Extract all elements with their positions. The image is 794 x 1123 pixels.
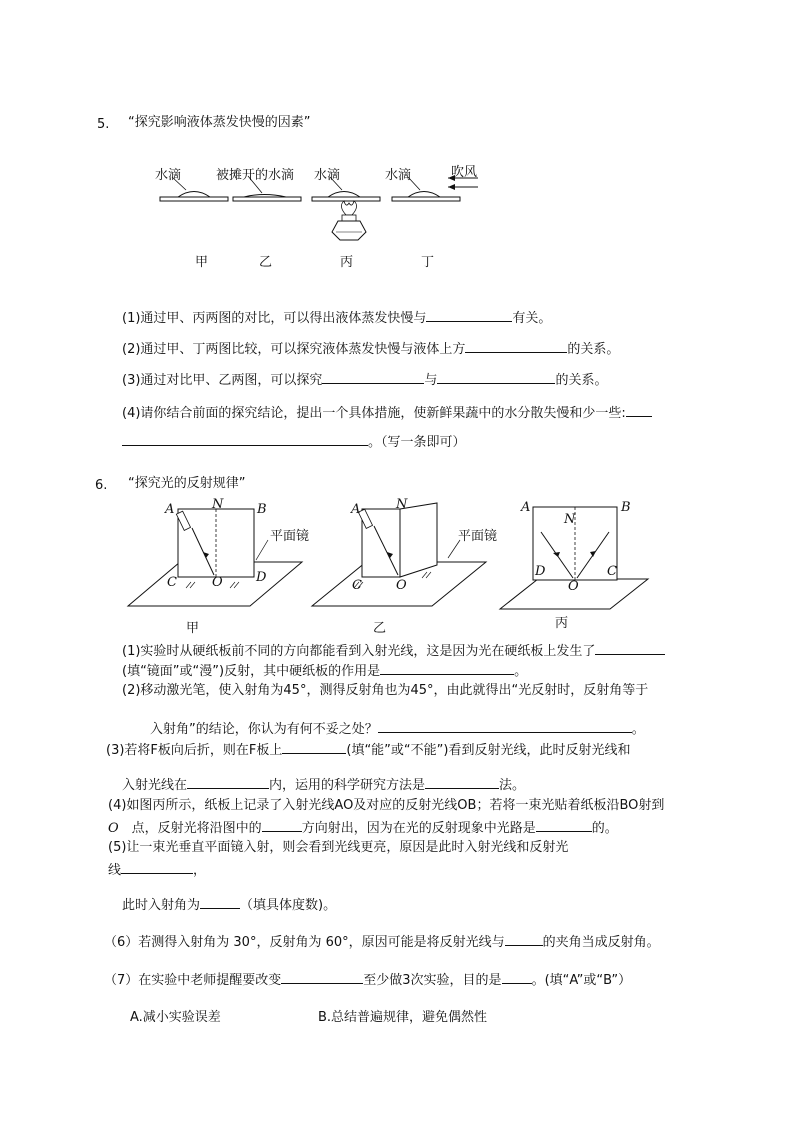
label-o-yi: O: [396, 578, 407, 593]
label-b-jia: B: [257, 502, 267, 517]
label-mirror-jia: 平面镜: [270, 529, 310, 544]
q6-item-6: （6）若测得入射角为 30°，反射角为 60°，原因可能是将反射光线与 的夹角当成反射角。: [104, 935, 660, 950]
label-o-jia: O: [212, 575, 223, 590]
q6-blank-7a[interactable]: [281, 971, 363, 984]
q6-blank-5b[interactable]: [200, 896, 240, 909]
q6-item-5-cont: 线 ，: [108, 863, 207, 878]
label-droplet-ding: 水滴: [385, 168, 412, 183]
q6-item-5: (5)让一束光垂直平面镜入射，则会看到光线更亮，原因是此时入射光线和反射光: [108, 840, 569, 855]
panel-label-yi: 乙: [259, 255, 273, 270]
q6-blank-2[interactable]: [378, 720, 632, 733]
q6-blank-6[interactable]: [505, 933, 543, 946]
q6-blank-4a[interactable]: [262, 819, 302, 832]
label-n-yi: N: [396, 497, 408, 512]
label-wind: 吹风: [451, 165, 478, 180]
q6-blank-1a[interactable]: [595, 642, 665, 655]
q6-number: 6.: [95, 478, 108, 493]
panel-label-bing: 丙: [340, 255, 354, 270]
label-a-yi: A: [351, 502, 361, 517]
label-b-bing: B: [621, 500, 631, 515]
label-c-jia: C: [167, 575, 177, 590]
q6-item-2-cont: 入射角”的结论，你认为有何不妥之处？ 。: [150, 722, 645, 737]
label-c-bing: C: [607, 564, 617, 579]
q6-blank-4b[interactable]: [536, 819, 592, 832]
label-n-bing: N: [564, 512, 576, 527]
label-mirror-yi: 平面镜: [458, 529, 498, 544]
label-d-bing: D: [535, 564, 546, 579]
q5-title: “探究影响液体蒸发快慢的因素”: [128, 115, 311, 130]
label-c-yi: C: [352, 578, 362, 593]
panel-label-q6-bing: 丙: [555, 616, 569, 631]
label-spread-droplet: 被摊开的水滴: [216, 168, 295, 183]
q5-number: 5.: [97, 117, 110, 132]
q6-blank-3c[interactable]: [425, 776, 499, 789]
q6-item-1-cont: (填“镜面”或“漫”)反射，其中硬纸板的作用是 。: [122, 664, 528, 679]
q6-item-2: (2)移动激光笔，使入射角为45°，测得反射角也为45°，由此就得出“光反射时，反射角等于: [122, 683, 649, 698]
q6-item-1: (1)实验时从硬纸板前不同的方向都能看到入射光线，这是因为光在硬纸板上发生了: [122, 642, 665, 660]
q5-item-2: (2)通过甲、丁两图比较，可以探究液体蒸发快慢与液体上方 的关系。: [122, 342, 620, 357]
q6-option-a: A.减小实验误差: [130, 1010, 221, 1025]
q6-blank-1b[interactable]: [380, 662, 514, 675]
label-a-bing: A: [521, 500, 531, 515]
panel-label-q6-jia: 甲: [186, 621, 200, 636]
label-o-bing: O: [568, 579, 579, 594]
panel-label-jia: 甲: [195, 255, 209, 270]
q5-item-4: (4)请你结合前面的探究结论，提出一个具体措施，使新鲜果蔬中的水分散失慢和少一些:: [122, 404, 652, 422]
q6-option-b: B.总结普遍规律，避免偶然性: [318, 1010, 488, 1025]
q6-blank-7b[interactable]: [502, 971, 532, 984]
label-droplet-jia: 水滴: [155, 168, 182, 183]
q6-item-4: (4)如图丙所示，纸板上记录了入射光线AO及对应的反射光线OB；若将一束光贴着纸板沿BO射到: [108, 798, 665, 813]
q5-item-4-cont: 。（写一条即可）: [122, 433, 466, 451]
label-n-jia: N: [212, 497, 224, 512]
q5-item-3: (3)通过对比甲、乙两图，可以探究 与 的关系。: [122, 373, 608, 388]
board-f-yi: [400, 503, 437, 577]
q6-item-5-angle: 此时入射角为 （填具体度数)。: [122, 898, 337, 913]
panel-label-q6-yi: 乙: [373, 621, 387, 636]
q6-blank-5a[interactable]: [121, 861, 193, 874]
q6-item-7: （7）在实验中老师提醒要改变 至少做3次实验，目的是 。(填“A”或“B”）: [104, 973, 632, 988]
q6-item-4-cont: O 点，反射光将沿图中的 方向射出，因为在光的反射现象中光路是 的。: [108, 821, 618, 836]
label-a-jia: A: [165, 502, 175, 517]
q6-title: “探究光的反射规律”: [128, 476, 246, 491]
label-d-jia: D: [256, 570, 267, 585]
q5-item-1: (1)通过甲、丙两图的对比，可以得出液体蒸发快慢与 有关。: [122, 311, 552, 326]
q6-blank-3a[interactable]: [282, 741, 346, 754]
q6-item-3-cont: 入射光线在 内，运用的科学研究方法是 法。: [122, 778, 526, 793]
q6-blank-3b[interactable]: [187, 776, 269, 789]
q6-item-3: (3)若将F板向后折，则在F板上 (填“能”或“不能”)看到反射光线，此时反射光线和: [106, 743, 631, 758]
label-droplet-bing: 水滴: [314, 168, 341, 183]
panel-label-ding: 丁: [421, 255, 435, 270]
